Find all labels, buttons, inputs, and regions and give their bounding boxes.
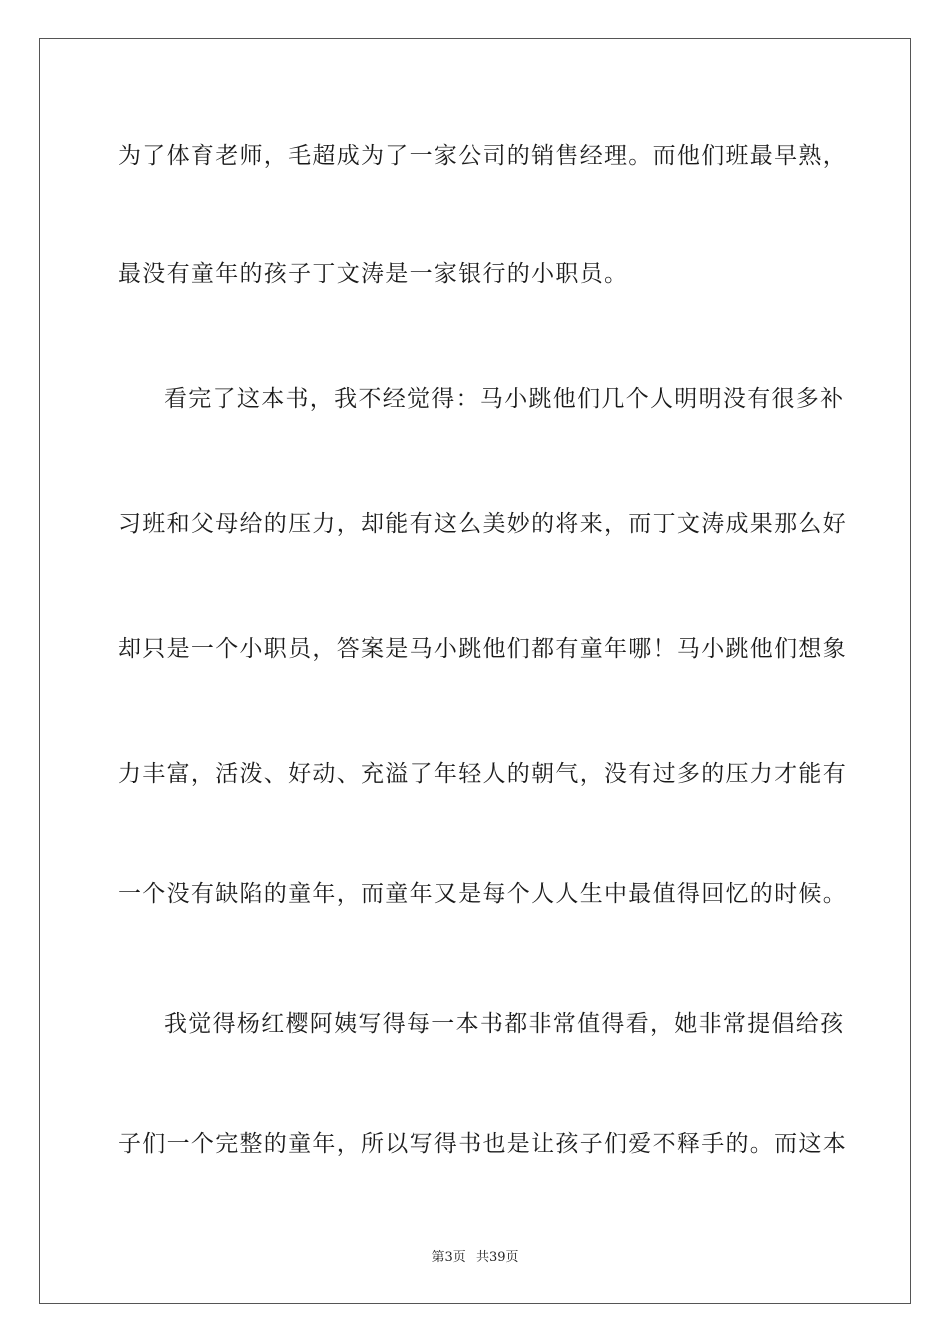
text-line-5: 却只是一个小职员，答案是马小跳他们都有童年哪！马小跳他们想象 bbox=[118, 636, 847, 662]
text-line-9: 子们一个完整的童年，所以写得书也是让孩子们爱不释手的。而这本 bbox=[118, 1131, 847, 1157]
text-line-3: 看完了这本书，我不经觉得：马小跳他们几个人明明没有很多补 bbox=[164, 386, 845, 412]
total-page-count: 共39页 bbox=[475, 1250, 519, 1265]
text-line-2: 最没有童年的孩子丁文涛是一家银行的小职员。 bbox=[118, 261, 629, 287]
page-footer bbox=[0, 1246, 950, 1265]
text-line-6: 力丰富，活泼、好动、充溢了年轻人的朝气，没有过多的压力才能有 bbox=[118, 761, 847, 787]
current-page-number: 第3页 bbox=[431, 1250, 466, 1265]
text-line-4: 习班和父母给的压力，却能有这么美妙的将来，而丁文涛成果那么好 bbox=[118, 511, 847, 537]
text-line-8: 我觉得杨红樱阿姨写得每一本书都非常值得看，她非常提倡给孩 bbox=[164, 1011, 845, 1037]
text-line-7: 一个没有缺陷的童年，而童年又是每个人人生中最值得回忆的时候。 bbox=[118, 881, 847, 907]
page-border bbox=[39, 38, 911, 1304]
text-line-1: 为了体育老师，毛超成为了一家公司的销售经理。而他们班最早熟， bbox=[118, 143, 847, 169]
